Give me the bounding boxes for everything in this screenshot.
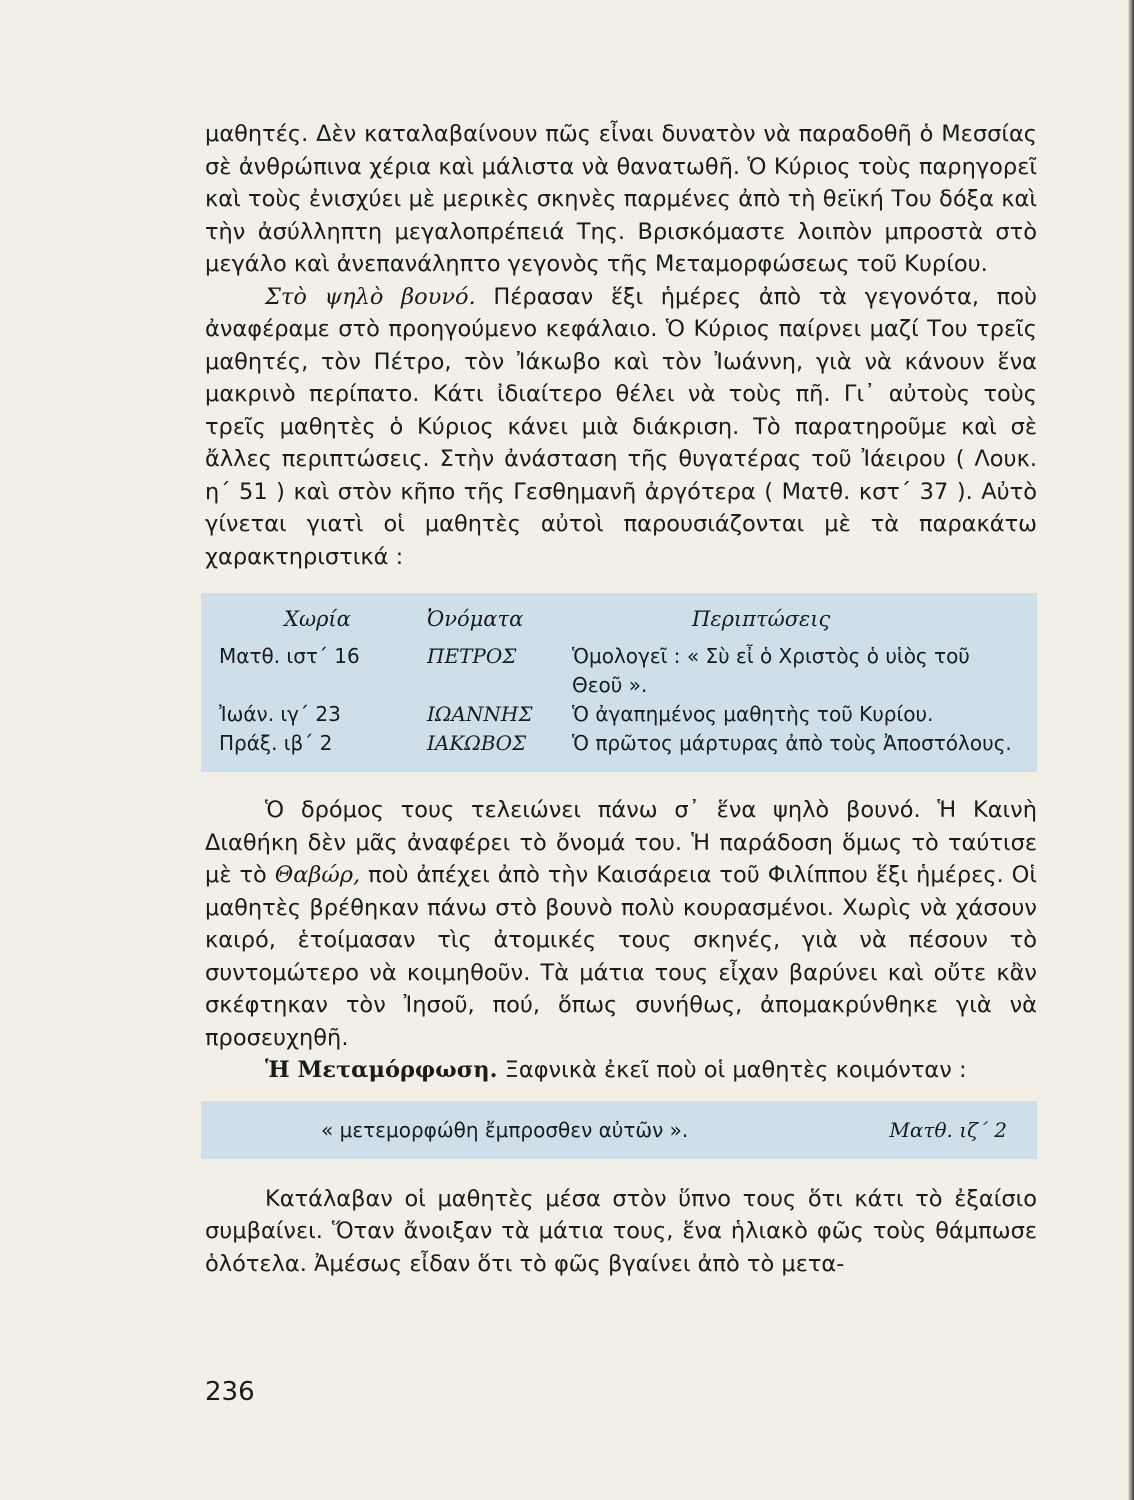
row-reference: Πράξ. ιβ΄ 2 — [219, 731, 333, 755]
table-row — [219, 642, 1023, 700]
header-names: Ὀνόματα — [427, 607, 524, 631]
row-event: Ὁ πρῶτος μάρτυρας ἀπὸ τοὺς Ἀποστόλους. — [572, 731, 1012, 755]
page-content — [205, 118, 1037, 1280]
paragraph-5: Κατάλαβαν οἱ μαθητὲς μέσα στὸν ὕπνο τους ὅτι κάτι τὸ ἐξαίσιο συμβαίνει. Ὅταν ἄνοιξαν τὰ μάτια τους, ἕνα ἡλιακὸ φῶς τοὺς θάμπωσε ὁλότελα. Ἀμέσως εἶδαν ὅτι τὸ φῶς βγαίνει ἀπὸ τὸ μετα- — [205, 1185, 1037, 1277]
row-reference: Ἰωάν. ιγ΄ 23 — [219, 702, 341, 726]
mount-tabor-name: Θαβώρ, — [274, 862, 361, 888]
section-heading-transfiguration: Ἡ Μεταμόρφωση. — [265, 1057, 498, 1083]
paragraph-3-text-after: ποὺ ἀπέχει ἀπὸ τὴν Καισάρεια τοῦ Φιλίππου ἕξι ἡμέρες. Οἱ μαθητὲς βρέθηκαν πάνω στὸ βουνὸ πολὺ κουρασμένοι. Χωρὶς νὰ χάσουν καιρό, ἑτοίμασαν τὶς ἀτομικές τους σκηνές, γιὰ νὰ πέσουν τὸ συντομώτερο νὰ κοιμηθοῦν. Τὰ μάτια τους εἶχαν βαρύνει καὶ οὔτε κἂν σκέφτηκαν τὸν Ἰησοῦ, πού, ὅπως συνήθως, ἀπομακρύνθηκε γιὰ νὰ προσευχηθῆ. — [205, 862, 1037, 1051]
paragraph-4-text: Ξαφνικὰ ἐκεῖ ποὺ οἱ μαθητὲς κοιμόνταν : — [497, 1057, 967, 1083]
table-row — [219, 729, 1023, 758]
scripture-quote — [201, 1101, 1037, 1159]
paragraph-2-text: Πέρασαν ἕξι ἡμέρες ἀπὸ τὰ γεγονότα, ποὺ ἀναφέραμε στὸ προηγούμενο κεφάλαιο. Ὁ Κύριος παίρνει μαζί Του τρεῖς μαθητές, τὸν Πέτρο, τὸν Ἰάκωβο καὶ τὸν Ἰωάννη, γιὰ νὰ κάνουν ἕνα μακρινὸ περίπατο. Κάτι ἰδιαίτερο θέλει νὰ τοὺς πῆ. Γι᾽ αὐτοὺς τοὺς τρεῖς μαθητὲς ὁ Κύριος κάνει μιὰ διάκριση. Τὸ παρατηροῦμε καὶ σὲ ἄλλες περιπτώσεις. Στὴν ἀνάσταση τῆς θυγατέρας τοῦ Ἰάειρου ( Λουκ. η΄ 51 ) καὶ στὸν κῆπο τῆς Γεσθημανῆ ἀργότερα ( Ματθ. κστ΄ 37 ). Αὐτὸ γίνεται γιατὶ οἱ μαθητὲς αὐτοὶ παρουσιάζονται μὲ τὰ παρακάτω χαρακτηριστικά : — [205, 283, 1038, 570]
row-event: Ὁμολογεῖ : « Σὺ εἶ ὁ Χριστὸς ὁ υἱὸς τοῦ Θεοῦ ». — [572, 644, 970, 697]
quote-text: « μετεμορφώθη ἔμπροσθεν αὐτῶν ». — [321, 1117, 689, 1142]
paragraph-4 — [205, 1054, 1037, 1087]
header-passages: Χωρία — [284, 607, 351, 631]
table-header-row — [219, 605, 1023, 634]
header-cases: Περιπτώσεις — [692, 607, 831, 631]
paragraph-3 — [205, 794, 1037, 1054]
paragraph-1: μαθητές. Δὲν καταλαβαίνουν πῶς εἶναι δυνατὸν νὰ παραδοθῆ ὁ Μεσσίας σὲ ἀνθρώπινα χέρια καὶ μάλιστα νὰ θανατωθῆ. Ὁ Κύριος τοὺς παρηγορεῖ καὶ τοὺς ἐνισχύει μὲ μερικὲς σκηνὲς παρμένες ἀπὸ τὴ θεϊκή Του δόξα καὶ τὴν ἀσύλληπτη μεγαλοπρέπειά Της. Βρισκόμαστε λοιπὸν μπροστὰ στὸ μεγάλο καὶ ἀνεπανάληπτο γεγονὸς τῆς Μεταμορφώσεως τοῦ Κυρίου. — [205, 121, 1037, 277]
paragraph-3-text: Ὁ δρόμος τους τελειώνει πάνω σ᾽ ἕνα ψηλὸ βουνό. Ἡ Καινὴ Διαθήκη δὲν μᾶς ἀναφέρει τὸ ὄνομά του. Ἡ παράδοση ὅμως τὸ ταύτισε μὲ τὸ — [205, 797, 1037, 888]
row-name: ΙΑΚΩΒΟΣ — [427, 731, 527, 755]
paragraph-2 — [205, 281, 1037, 574]
row-reference: Ματθ. ιστ΄ 16 — [219, 644, 360, 668]
page-number: 236 — [205, 1377, 255, 1407]
row-name: ΠΕΤΡΟΣ — [427, 644, 517, 668]
quote-reference: Ματθ. ιζ΄ 2 — [889, 1117, 1007, 1142]
row-name: ΙΩΑΝΝΗΣ — [427, 702, 533, 726]
table-row — [219, 700, 1023, 729]
disciples-table — [201, 593, 1037, 772]
row-event: Ὁ ἀγαπημένος μαθητὴς τοῦ Κυρίου. — [572, 702, 934, 726]
page-edge-shadow — [1128, 0, 1134, 1500]
section-heading-on-the-mountain: Στὸ ψηλὸ βουνό. — [265, 283, 476, 310]
